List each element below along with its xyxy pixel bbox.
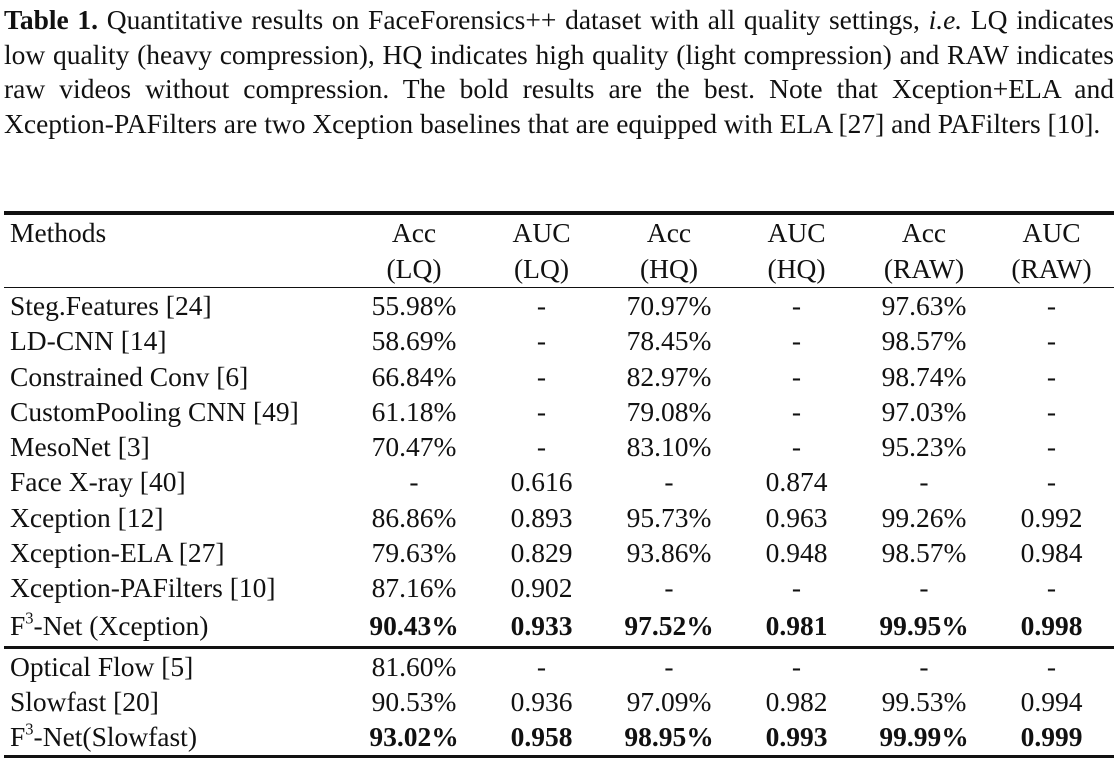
method-name-cell: Xception [12] [10, 501, 164, 533]
value-cell: 83.10% [626, 431, 712, 463]
value-cell: - [1046, 431, 1057, 463]
table-row [4, 323, 1114, 358]
value-cell: - [479, 647, 604, 684]
method-name-superscript: 3 [25, 719, 34, 739]
table-row [4, 288, 1114, 324]
header-row-top [4, 213, 1114, 251]
caption-label: Table 1. [4, 4, 99, 35]
methods-header-spacer [4, 251, 349, 288]
value-cell: 97.09% [626, 685, 712, 717]
col-header-auc-raw: AUC [1022, 217, 1081, 248]
table-row [4, 719, 1114, 756]
value-cell: 0.992 [1020, 501, 1083, 533]
table-row [4, 647, 1114, 684]
value-cell: 90.53% [371, 685, 457, 717]
value-cell: 99.99% [879, 721, 969, 753]
value-cell: 0.829 [510, 537, 573, 569]
value-cell: 61.18% [371, 395, 457, 427]
value-cell: 0.998 [1020, 610, 1083, 642]
value-cell: - [791, 431, 802, 463]
value-cell: 95.73% [626, 501, 712, 533]
value-cell: 0.994 [1020, 685, 1083, 717]
value-cell: 0.948 [765, 537, 828, 569]
methods-header: Methods [10, 217, 107, 248]
value-cell: 98.95% [624, 721, 714, 753]
value-cell: 0.958 [510, 721, 573, 753]
table-caption [4, 3, 1114, 141]
method-name-superscript: 3 [25, 608, 34, 628]
value-cell: 79.63% [371, 537, 457, 569]
value-cell: - [989, 647, 1114, 684]
method-name-cell: MesoNet [3] [10, 431, 150, 463]
col-subheader-acc-raw: (RAW) [859, 251, 989, 288]
value-cell: 0.893 [510, 501, 573, 533]
method-name-cell: Constrained Conv [6] [10, 360, 249, 392]
value-cell: - [919, 572, 929, 604]
table-row [4, 464, 1114, 499]
header-row-bottom [4, 251, 1114, 288]
value-cell: 90.43% [369, 610, 459, 642]
value-cell: - [791, 572, 802, 604]
value-cell: 97.52% [624, 610, 714, 642]
col-subheader-auc-raw: (RAW) [989, 251, 1114, 288]
value-cell: - [1046, 572, 1057, 604]
method-name-cell: Slowfast [20] [10, 685, 159, 717]
value-cell: - [536, 325, 547, 357]
value-cell: 55.98% [371, 290, 457, 321]
value-cell: 99.53% [881, 685, 967, 717]
method-name-base: F [10, 610, 26, 642]
value-cell: 93.86% [626, 537, 712, 569]
value-cell: 79.08% [626, 395, 712, 427]
method-name-cell: Xception-ELA [27] [10, 537, 225, 569]
results-table [4, 211, 1114, 758]
col-header-acc-lq: Acc [391, 217, 437, 248]
value-cell: - [919, 466, 929, 498]
value-cell: 0.999 [1020, 721, 1083, 753]
method-name-cell: Xception-PAFilters [10] [10, 572, 276, 604]
method-name-cell: Steg.Features [24] [10, 290, 212, 321]
caption-text-2: LQ indicates low quality (heavy compression), HQ indicates high quality (light compression) and RAW indicates raw videos without compression. The bold results are the best. Note that Xception+ELA and Xception-PAFilters are two Xception baselines that are equipped with ELA [27] and PAFilters [10]. [4, 4, 1114, 139]
table-row [4, 606, 1114, 648]
value-cell: - [1046, 360, 1057, 392]
table-row [4, 535, 1114, 570]
value-cell: - [536, 360, 547, 392]
value-cell: - [409, 466, 419, 498]
caption-text-1: Quantitative results on FaceForensics++ dataset with all quality settings, [98, 4, 929, 35]
table-row [4, 394, 1114, 429]
value-cell: 97.63% [881, 290, 967, 321]
value-cell: 81.60% [349, 647, 479, 684]
value-cell: 0.933 [510, 610, 573, 642]
value-cell: 0.874 [765, 466, 828, 498]
value-cell: 87.16% [371, 572, 457, 604]
video-methods-group [4, 647, 1114, 756]
value-cell: - [734, 647, 859, 684]
value-cell: 78.45% [626, 325, 712, 357]
method-name-cell [4, 606, 349, 648]
method-name-cell: Optical Flow [5] [4, 647, 349, 684]
col-header-auc-hq: AUC [767, 217, 826, 248]
method-name-cell: CustomPooling CNN [49] [10, 395, 299, 427]
value-cell: - [536, 431, 547, 463]
table-row [4, 684, 1114, 719]
value-cell: 98.57% [881, 325, 967, 357]
method-name-rest: -Net (Xception) [33, 610, 209, 642]
value-cell: 82.97% [626, 360, 712, 392]
col-subheader-acc-hq: (HQ) [604, 251, 734, 288]
value-cell: 93.02% [369, 721, 459, 753]
value-cell: 0.982 [765, 685, 828, 717]
value-cell: 58.69% [371, 325, 457, 357]
value-cell: 0.963 [765, 501, 828, 533]
value-cell: 98.74% [881, 360, 967, 392]
col-header-acc-hq: Acc [646, 217, 692, 248]
value-cell: 0.984 [1020, 537, 1083, 569]
col-subheader-auc-hq: (HQ) [734, 251, 859, 288]
value-cell: - [791, 325, 802, 357]
method-name-cell [4, 719, 349, 756]
value-cell: 99.26% [881, 501, 967, 533]
image-methods-group [4, 288, 1114, 648]
value-cell: - [536, 395, 547, 427]
value-cell: 70.97% [626, 290, 712, 321]
value-cell: 70.47% [371, 431, 457, 463]
value-cell: - [791, 395, 802, 427]
value-cell: - [664, 466, 674, 498]
value-cell: - [536, 290, 547, 321]
value-cell: 0.616 [510, 466, 573, 498]
value-cell: 86.86% [371, 501, 457, 533]
value-cell: 0.902 [510, 572, 573, 604]
value-cell: - [1046, 466, 1057, 498]
table-row [4, 570, 1114, 605]
value-cell: - [791, 360, 802, 392]
value-cell: - [791, 290, 802, 321]
value-cell: 97.03% [881, 395, 967, 427]
value-cell: 98.57% [881, 537, 967, 569]
value-cell: 95.23% [881, 431, 967, 463]
value-cell: - [1046, 395, 1057, 427]
method-name-cell: LD-CNN [14] [10, 325, 167, 357]
method-name-cell: Face X-ray [40] [10, 466, 186, 498]
method-name-rest: -Net(Slowfast) [33, 721, 197, 753]
col-header-auc-lq: AUC [512, 217, 571, 248]
method-name-base: F [10, 721, 26, 753]
value-cell: - [1046, 290, 1057, 321]
value-cell: 0.993 [765, 721, 828, 753]
value-cell: - [664, 572, 674, 604]
value-cell: 66.84% [371, 360, 457, 392]
value-cell: 0.981 [765, 610, 828, 642]
col-header-acc-raw: Acc [901, 217, 947, 248]
table-row [4, 429, 1114, 464]
value-cell: 99.95% [879, 610, 969, 642]
table-row [4, 500, 1114, 535]
col-subheader-auc-lq: (LQ) [479, 251, 604, 288]
value-cell: 0.936 [510, 685, 573, 717]
col-subheader-acc-lq: (LQ) [349, 251, 479, 288]
value-cell: - [1046, 325, 1057, 357]
table-row [4, 359, 1114, 394]
value-cell: - [604, 647, 734, 684]
caption-ie: i.e. [928, 4, 963, 35]
value-cell: - [859, 647, 989, 684]
